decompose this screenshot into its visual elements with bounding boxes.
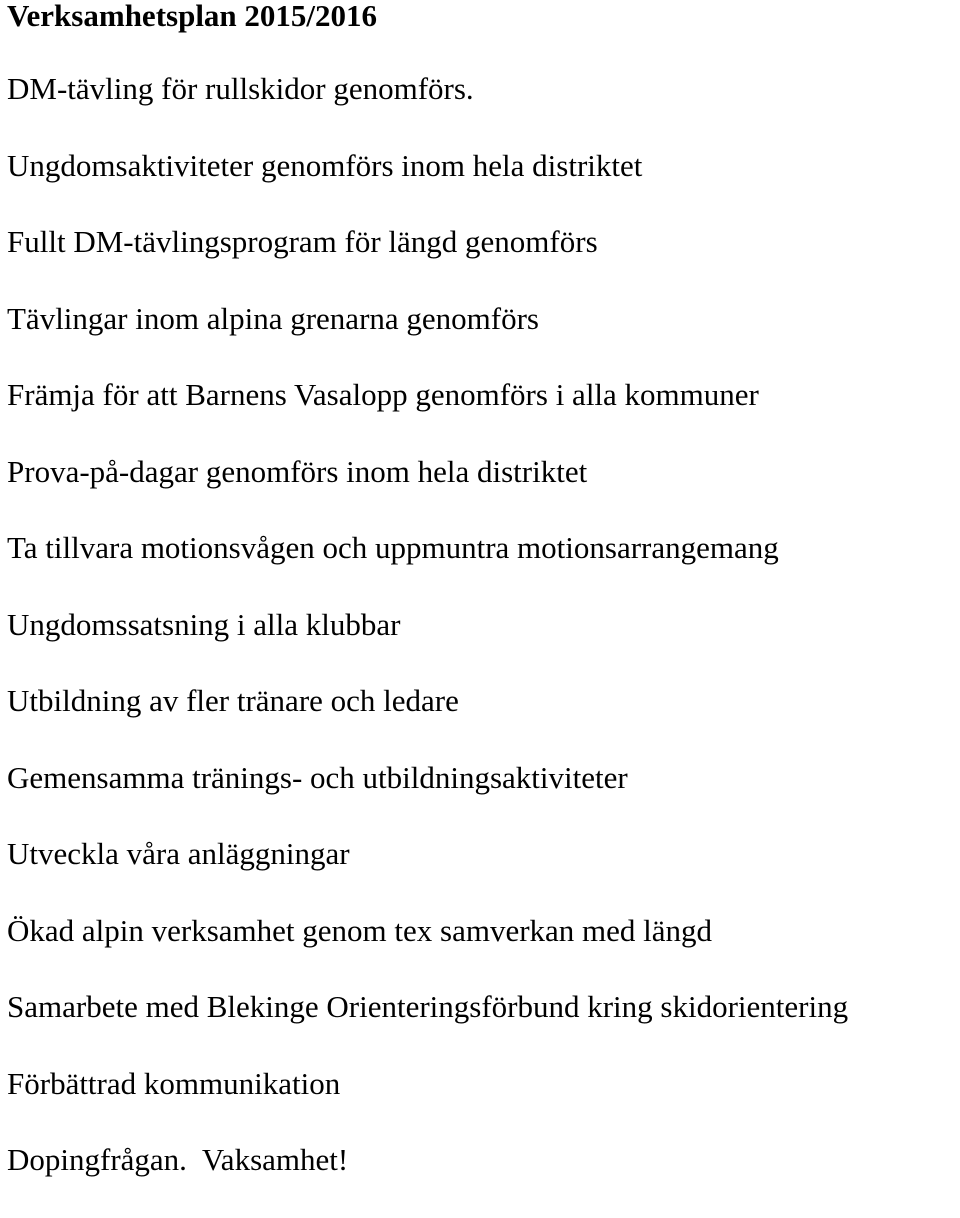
plan-item: Gemensamma tränings- och utbildningsaktiviteter: [7, 759, 628, 795]
document-title: Verksamhetsplan 2015/2016: [7, 0, 378, 33]
plan-item: Ta tillvara motionsvågen och uppmuntra motionsarrangemang: [7, 530, 779, 565]
plan-item: Tävlingar inom alpina grenarna genomförs: [7, 300, 539, 336]
plan-item: Utbildning av fler tränare och ledare: [7, 683, 459, 718]
plan-item: Ungdomsaktiviteter genomförs inom hela distriktet: [7, 147, 643, 183]
plan-item: Dopingfrågan. Vaksamhet!: [7, 1142, 349, 1177]
plan-item: Främja för att Barnens Vasalopp genomförs i alla kommuner: [7, 377, 759, 412]
plan-item: Prova-på-dagar genomförs inom hela distriktet: [7, 453, 588, 489]
plan-item: Utveckla våra anläggningar: [7, 836, 350, 871]
plan-item: Samarbete med Blekinge Orienteringsförbund kring skidorientering: [7, 989, 849, 1024]
plan-item: Fullt DM-tävlingsprogram för längd genomförs: [7, 224, 598, 259]
plan-item: DM-tävling för rullskidor genomförs.: [7, 71, 474, 106]
plan-item: Förbättrad kommunikation: [7, 1065, 341, 1101]
plan-item: Ungdomssatsning i alla klubbar: [7, 606, 401, 642]
plan-item-list: [7, 70, 848, 1218]
plan-item: Ökad alpin verksamhet genom tex samverkan med längd: [7, 912, 713, 948]
